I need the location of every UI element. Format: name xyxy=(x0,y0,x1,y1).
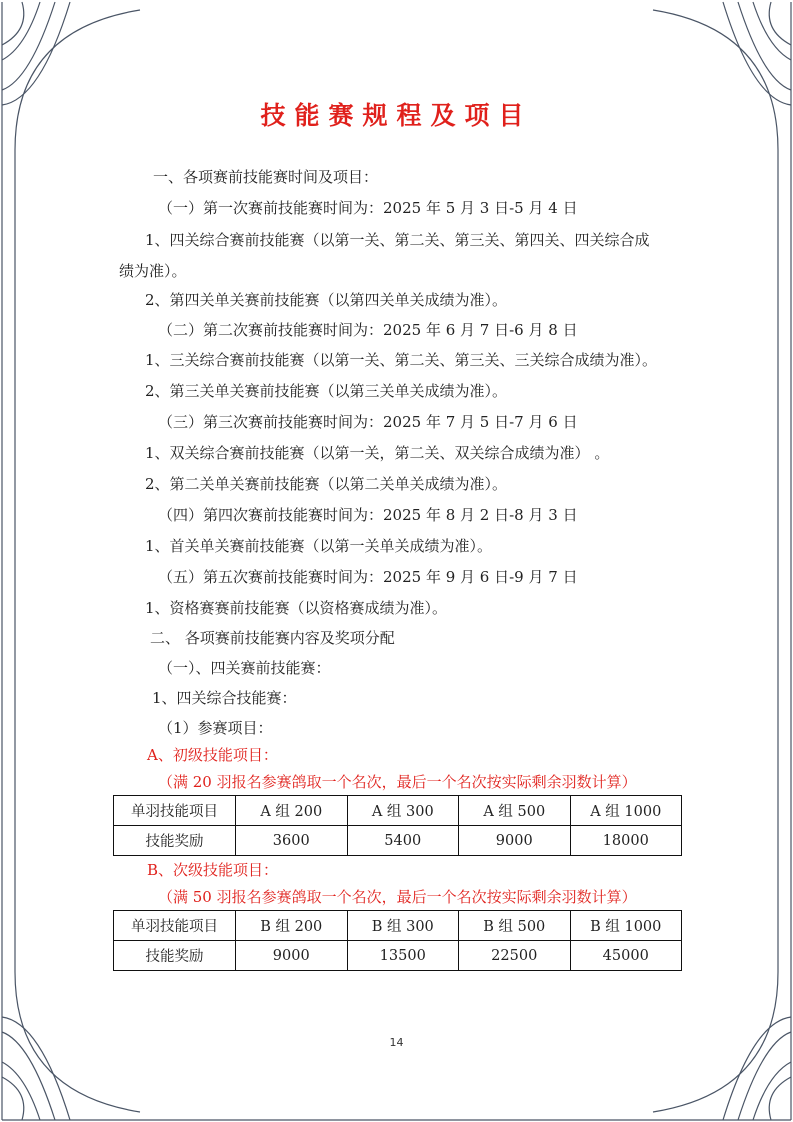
item-three-stage-combined: 1、三关综合赛前技能赛（以第一关、第二关、第三关、三关综合成绩为准）。 xyxy=(145,351,658,369)
prize-table-b xyxy=(113,910,682,971)
section-a-heading: A、初级技能项目： xyxy=(147,746,278,764)
table-cell: B 组 200 xyxy=(236,911,348,941)
item-four-stage-combined-cont: 绩为准）。 xyxy=(119,262,187,280)
section-heading-1: 一、各项赛前技能赛时间及项目： xyxy=(153,168,379,186)
item-first-stage-single: 1、首关单关赛前技能赛（以第一关单关成绩为准）。 xyxy=(145,537,493,555)
item-second-stage-single: 2、第二关单关赛前技能赛（以第二关单关成绩为准）。 xyxy=(145,475,508,493)
table-cell: B 组 300 xyxy=(347,911,459,941)
table-cell: 单羽技能项目 xyxy=(114,796,236,826)
prize-table-a xyxy=(113,795,682,856)
table-cell: 3600 xyxy=(236,826,348,856)
section-b-heading: B、次级技能项目： xyxy=(147,861,279,879)
schedule-5: （五）第五次赛前技能赛时间为：2025 年 9 月 6 日-9 月 7 日 xyxy=(158,568,578,586)
table-cell: A 组 300 xyxy=(347,796,459,826)
item-qualifier: 1、资格赛赛前技能赛（以资格赛成绩为准）。 xyxy=(145,599,448,617)
section-heading-2: 二、 各项赛前技能赛内容及奖项分配 xyxy=(150,629,395,647)
section-a-note: （满 20 羽报名参赛鸽取一个名次，最后一个名次按实际剩余羽数计算） xyxy=(158,773,637,791)
table-cell: A 组 500 xyxy=(459,796,571,826)
table-cell: 技能奖励 xyxy=(114,941,236,971)
table-cell: 单羽技能项目 xyxy=(114,911,236,941)
subsection-four-stage-combined: 1、四关综合技能赛： xyxy=(152,689,297,707)
item-third-stage-single: 2、第三关单关赛前技能赛（以第三关单关成绩为准）。 xyxy=(145,382,508,400)
table-cell: B 组 500 xyxy=(459,911,571,941)
table-cell: 9000 xyxy=(236,941,348,971)
table-cell: 45000 xyxy=(570,941,682,971)
table-cell: A 组 200 xyxy=(236,796,348,826)
table-cell: 9000 xyxy=(459,826,571,856)
table-row xyxy=(114,941,682,971)
table-row xyxy=(114,796,682,826)
schedule-4: （四）第四次赛前技能赛时间为：2025 年 8 月 2 日-8 月 3 日 xyxy=(158,506,578,524)
subsection-four-stage: （一）、四关赛前技能赛： xyxy=(158,659,331,677)
page-title: 技能赛规程及项目 xyxy=(260,101,533,130)
entry-items-label: （1）参赛项目： xyxy=(158,719,273,737)
schedule-3: （三）第三次赛前技能赛时间为：2025 年 7 月 5 日-7 月 6 日 xyxy=(158,413,578,431)
schedule-2: （二）第二次赛前技能赛时间为：2025 年 6 月 7 日-6 月 8 日 xyxy=(158,321,578,339)
schedule-1: （一）第一次赛前技能赛时间为：2025 年 5 月 3 日-5 月 4 日 xyxy=(158,199,578,217)
table-cell: B 组 1000 xyxy=(570,911,682,941)
table-cell: 18000 xyxy=(570,826,682,856)
page-number: 14 xyxy=(389,1036,404,1049)
table-cell: 13500 xyxy=(347,941,459,971)
item-fourth-stage-single: 2、第四关单关赛前技能赛（以第四关单关成绩为准）。 xyxy=(145,291,508,309)
section-b-note: （满 50 羽报名参赛鸽取一个名次，最后一个名次按实际剩余羽数计算） xyxy=(158,888,637,906)
table-row xyxy=(114,826,682,856)
item-four-stage-combined: 1、四关综合赛前技能赛（以第一关、第二关、第三关、第四关、四关综合成 xyxy=(145,231,650,249)
table-cell: 5400 xyxy=(347,826,459,856)
table-row xyxy=(114,911,682,941)
table-cell: A 组 1000 xyxy=(570,796,682,826)
table-cell: 22500 xyxy=(459,941,571,971)
item-two-stage-combined: 1、双关综合赛前技能赛（以第一关，第二关、双关综合成绩为准） 。 xyxy=(145,444,610,462)
table-cell: 技能奖励 xyxy=(114,826,236,856)
